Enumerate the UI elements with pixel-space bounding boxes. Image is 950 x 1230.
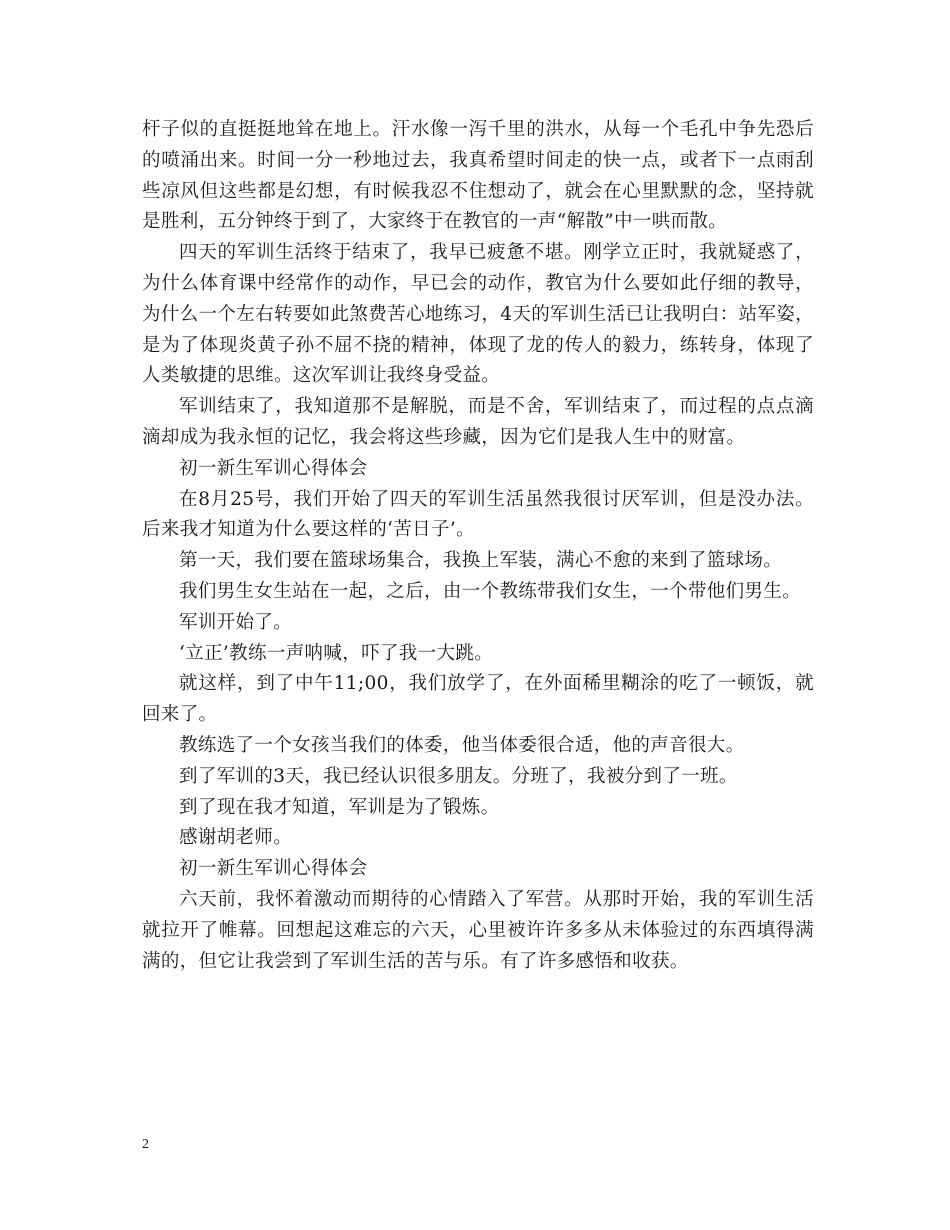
section-heading: 初一新生军训心得体会 [179, 858, 368, 880]
paragraph: 在8月25号，我们开始了四天的军训生活虽然我很讨厌军训，但是没办法。后来我才知道为什么要这样的‘苦日子’。 [142, 488, 814, 541]
paragraph: 四天的军训生活终于结束了，我早已疲惫不堪。刚学立正时，我就疑惑了，为什么体育课中经常作的动作，早已会的动作，教官为什么要如此仔细的教导，为什么一个左右转要如此煞费苦心地练习，4天的军训生活已让我明白：站军姿，是为了体现炎黄子孙不屈不挠的精神，体现了龙的传人的毅力，练转身，体现了人类敏捷的思维。这次军训让我终身受益。 [142, 242, 814, 387]
paragraph: 感谢胡老师。 [179, 827, 293, 849]
paragraph-continued: 杆子似的直挺挺地耸在地上。汗水像一泻千里的洪水，从每一个毛孔中争先恐后的喷涌出来。时间一分一秒地过去，我真希望时间走的快一点，或者下一点雨刮些凉风但这些都是幻想，有时候我忍不住想动了，就会在心里默默的念，坚持就是胜利，五分钟终于到了，大家终于在教官的一声“解散”中一哄而散。 [142, 119, 814, 233]
paragraph: 军训开始了。 [179, 611, 293, 633]
paragraph: 军训结束了，我知道那不是解脱，而是不舍，军训结束了，而过程的点点滴滴却成为我永恒的记忆，我会将这些珍藏，因为它们是我人生中的财富。 [142, 396, 814, 448]
paragraph: 六天前，我怀着激动而期待的心情踏入了军营。从那时开始，我的军训生活就拉开了帷幕。回想起这难忘的六天，心里被许许多多从未体验过的东西填得满满的，但它让我尝到了军训生活的苦与乐。有了许多感悟和收获。 [142, 888, 814, 972]
paragraph: ‘立正’教练一声呐喊，吓了我一大跳。 [179, 642, 494, 664]
page-number: 2 [142, 1137, 149, 1152]
paragraph: 到了现在我才知道，军训是为了锻炼。 [179, 796, 500, 818]
paragraph: 教练选了一个女孩当我们的体委，他当体委很合适，他的声音很大。 [179, 734, 745, 756]
paragraph: 第一天，我们要在篮球场集合，我换上军装，满心不愈的来到了篮球场。 [179, 550, 783, 572]
body-text [142, 115, 814, 977]
section-heading: 初一新生军训心得体会 [179, 457, 368, 479]
paragraph: 到了军训的3天，我已经认识很多朋友。分班了，我被分到了一班。 [179, 765, 738, 787]
paragraph: 我们男生女生站在一起，之后，由一个教练带我们女生，一个带他们男生。 [179, 580, 802, 602]
paragraph: 就这样，到了中午11;00，我们放学了，在外面稀里糊涂的吃了一顿饭，就回来了。 [142, 673, 814, 726]
